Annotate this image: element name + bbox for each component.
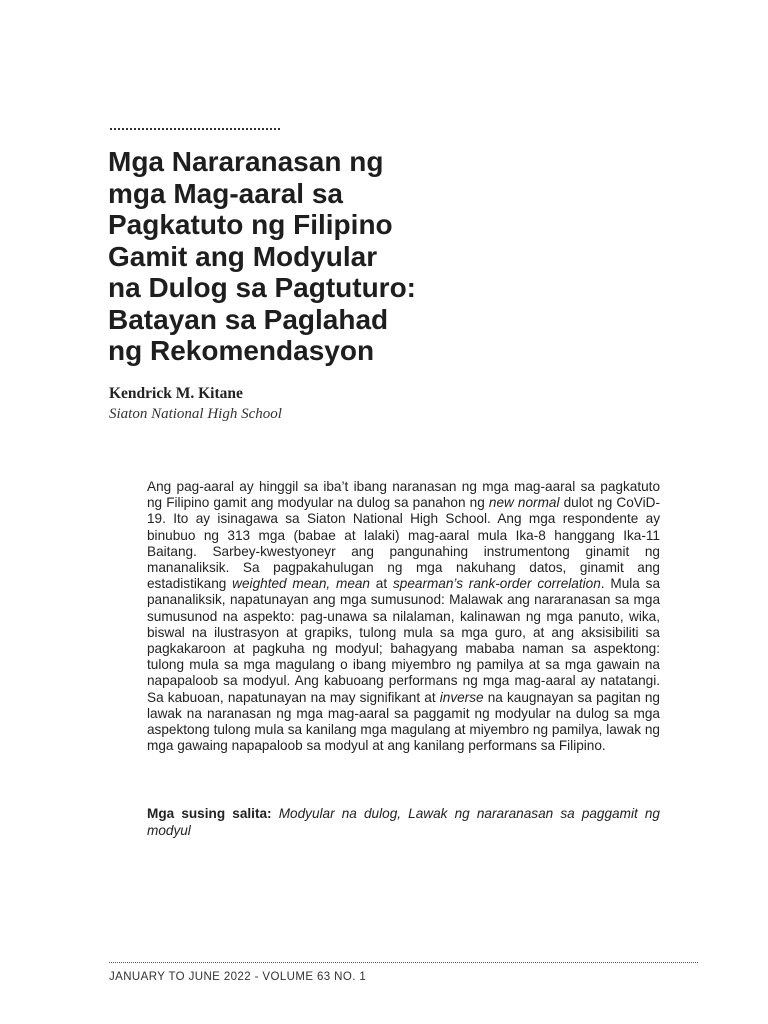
author-affiliation: Siaton National High School xyxy=(109,406,282,422)
keywords-label: Mga susing salita: xyxy=(147,806,272,821)
abstract-text: na kaugnayan sa pagitan ng lawak na naranasan ng mga mag-aaral sa paggamit ng modyular na dulog sa mga aspektong tulong mula sa kanilang mga magulang at miyembro ng pamilya, lawak ng mga gawaing napapaloob sa modyul at ang kanilang performans sa Filipino. xyxy=(147,689,660,754)
title-line: Mga Nararanasan ng xyxy=(108,146,384,177)
abstract-emphasis: spearman’s rank-order correlation xyxy=(392,576,601,592)
abstract-text: at xyxy=(370,576,393,592)
abstract-emphasis: weighted mean, mean xyxy=(232,576,370,592)
title-line: Batayan sa Paglahad xyxy=(108,303,389,335)
title-line: Pagkatuto ng Filipino xyxy=(108,209,393,240)
title-line: na Dulog sa Pagtuturo: xyxy=(108,272,416,303)
title-line: ng Rekomendasyon xyxy=(108,335,375,366)
footer-issue-info: JANUARY TO JUNE 2022 - VOLUME 63 NO. 1 xyxy=(109,971,367,983)
keywords xyxy=(147,805,660,839)
abstract-text: dulot ng CoViD-19. Ito ay isinagawa sa Siaton National High School. Ang mga respondente ay binubuo ng 313 mga (babae at lalaki) mag-aaral mula Ika-8 hanggang Ika-11 Baitang. Sarbey-kwestyoneyr ang pangunahing instrumentong ginamit ng mananaliksik. Sa pagpakahulugan ng mga nakuhang datos, ginamit ang estadistikang xyxy=(147,495,660,592)
abstract-emphasis: inverse xyxy=(439,689,484,705)
title-line: mga Mag-aaral sa xyxy=(108,177,343,209)
author-name: Kendrick M. Kitane xyxy=(109,385,243,402)
abstract xyxy=(147,479,660,754)
footer-rule xyxy=(109,962,698,963)
title-line: Gamit ang Modyular xyxy=(108,240,378,272)
keywords-text: Modyular na dulog, Lawak ng nararanasan sa paggamit ng modyul xyxy=(147,806,660,838)
abstract-emphasis: new normal xyxy=(488,495,560,511)
article-title xyxy=(108,146,508,367)
title-top-rule xyxy=(110,128,280,130)
abstract-text: Ang pag-aaral ay hinggil sa iba’t ibang naranasan ng mga mag-aaral sa pagkatuto ng Filipino gamit ang modyular na dulog sa panahon ng xyxy=(147,479,660,511)
abstract-text: . Mula sa pananaliksik, napatunayan ang mga sumusunod: Malawak ang nararanasan sa mga sumusunod na aspekto: pag-unawa sa nilalaman, kalinawan ng mga panuto, wika, biswal na ilustrasyon at grapiks, tulong mula sa mga guro, at ang aksisibiliti sa pagkakaroon at pagkuha ng modyul; bahagyang mababa naman sa aspektong: tulong mula sa mga magulang o ibang miyembro ng pamilya at sa mga gawain na napapaloob sa modyul. Ang kabuoang performans ng mga mag-aaral ay natatangi. Sa kabuoan, napatunayan na may signifikant at xyxy=(147,576,661,705)
